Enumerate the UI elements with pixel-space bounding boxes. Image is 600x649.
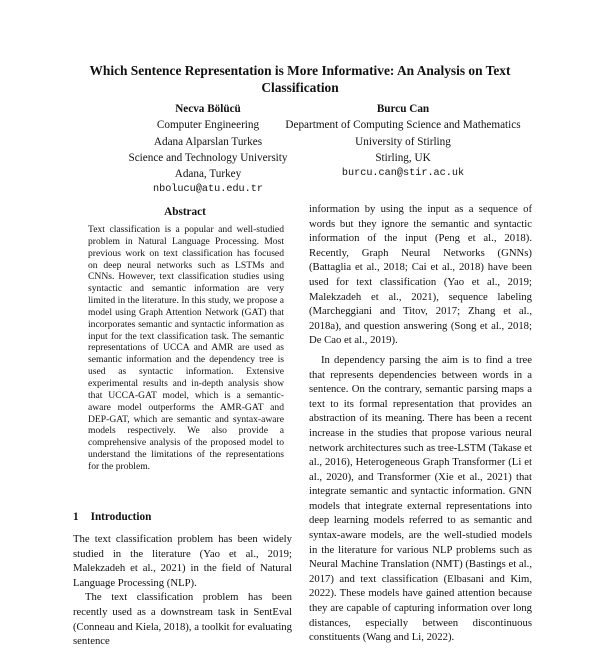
paper-title: Which Sentence Representation is More Informative: An Analysis on Text Classification (89, 63, 511, 95)
body-paragraph: In dependency parsing the aim is to find a tree that represents dependencies between words in a sentence. On the contrary, semantic parsing maps a text to its formal representation that provides an abstraction of its meaning. There has been a recent increase in the studies that propose various neural network architectures such as tree-LSTM (Takase et al., 2016), Heterogeneous Graph Transformer (Li et al., 2020), and Transformer (Xie et al., 2021) that integrate semantic and syntactic information. GNN models that integrate external representations into deep learning models referred to as semantic and syntax-aware models, are the well-studied models in the literature for various NLP problems such as Neural Machine Translation (NMT) (Bastings et al., 2017) and text classification (Elbasani and Kim, 2022). These models have gained attention because they are capable of capturing information over long distances, especially between discontinuous constituents (Wang and Li, 2022). (309, 353, 533, 644)
left-column-body (73, 532, 292, 649)
body-paragraph: information by using the input as a sequence of words but they ignore the semantic and syntactic information of the input (Peng et al., 2018). Recently, Graph Neural Networks (GNNs) (Battaglia et al., 2018; Cai et al., 2018) have been used for text classification (Yao et al., 2019; Malekzadeh et al., 2021), sequence labeling (Marcheggiani and Titov, 2017; Zhang et al., 2018a), and question answering (Song et al., 2018; De Cao et al., 2019). (309, 203, 532, 347)
author-name: Necva Bölücü (175, 103, 241, 115)
abstract-heading: Abstract (164, 206, 206, 218)
author-affiliation-line: Adana, Turkey (174, 168, 242, 181)
author-email: nbolucu@atu.edu.tr (152, 184, 264, 196)
author-affiliation-line: Science and Technology University (128, 151, 288, 164)
abstract-text: Text classification is a popular and well-studied problem in Natural Language Processing. Most previous work on text classification has focused on deep neural networks such as LSTMs and CNNs. However, text classification studies using syntactic and semantic information are very limited in the literature. In this study, we propose a model using Graph Attention Network (GAT) that incorporates semantic and syntactic information as input for the text classification task. The semantic representations of UCCA and AMR are used as semantic information and the dependency tree is used as syntactic information. Extensive experimental results and in-depth analysis show that UCCA-GAT model, which is a semantic-aware model outperforms the AMR-GAT and DEP-GAT, which are semantic and syntax-aware models respectively. We also provide a comprehensive analysis of the proposed model to understand the limitations of the representations for the problem. (88, 224, 284, 472)
section-number: 1 (73, 511, 79, 523)
author-email: burcu.can@stir.ac.uk (341, 168, 465, 180)
body-paragraph: The text classification problem has been recently used as a downstream task in SentEval (Conneau and Kiela, 2018), a toolkit for evaluating sentence (73, 591, 292, 648)
section-heading (73, 511, 151, 523)
body-paragraph: The text classification problem has been widely studied in the literature (Yao et al., 2019; Malekzadeh et al., 2021) in the field of Natural Language Processing (NLP). (73, 533, 292, 589)
author-name: Burcu Can (376, 103, 430, 115)
author-affiliation-line: Department of Computing Science and Mathematics (285, 119, 521, 132)
author-affiliation-line: Computer Engineering (156, 119, 260, 132)
right-column-body (309, 202, 532, 645)
author-block-2 (268, 101, 538, 182)
author-affiliation-line: University of Stirling (355, 135, 451, 148)
section-title: Introduction (90, 511, 152, 523)
author-affiliation-line: Stirling, UK (375, 151, 431, 164)
author-affiliation-line: Adana Alparslan Turkes (153, 135, 263, 148)
